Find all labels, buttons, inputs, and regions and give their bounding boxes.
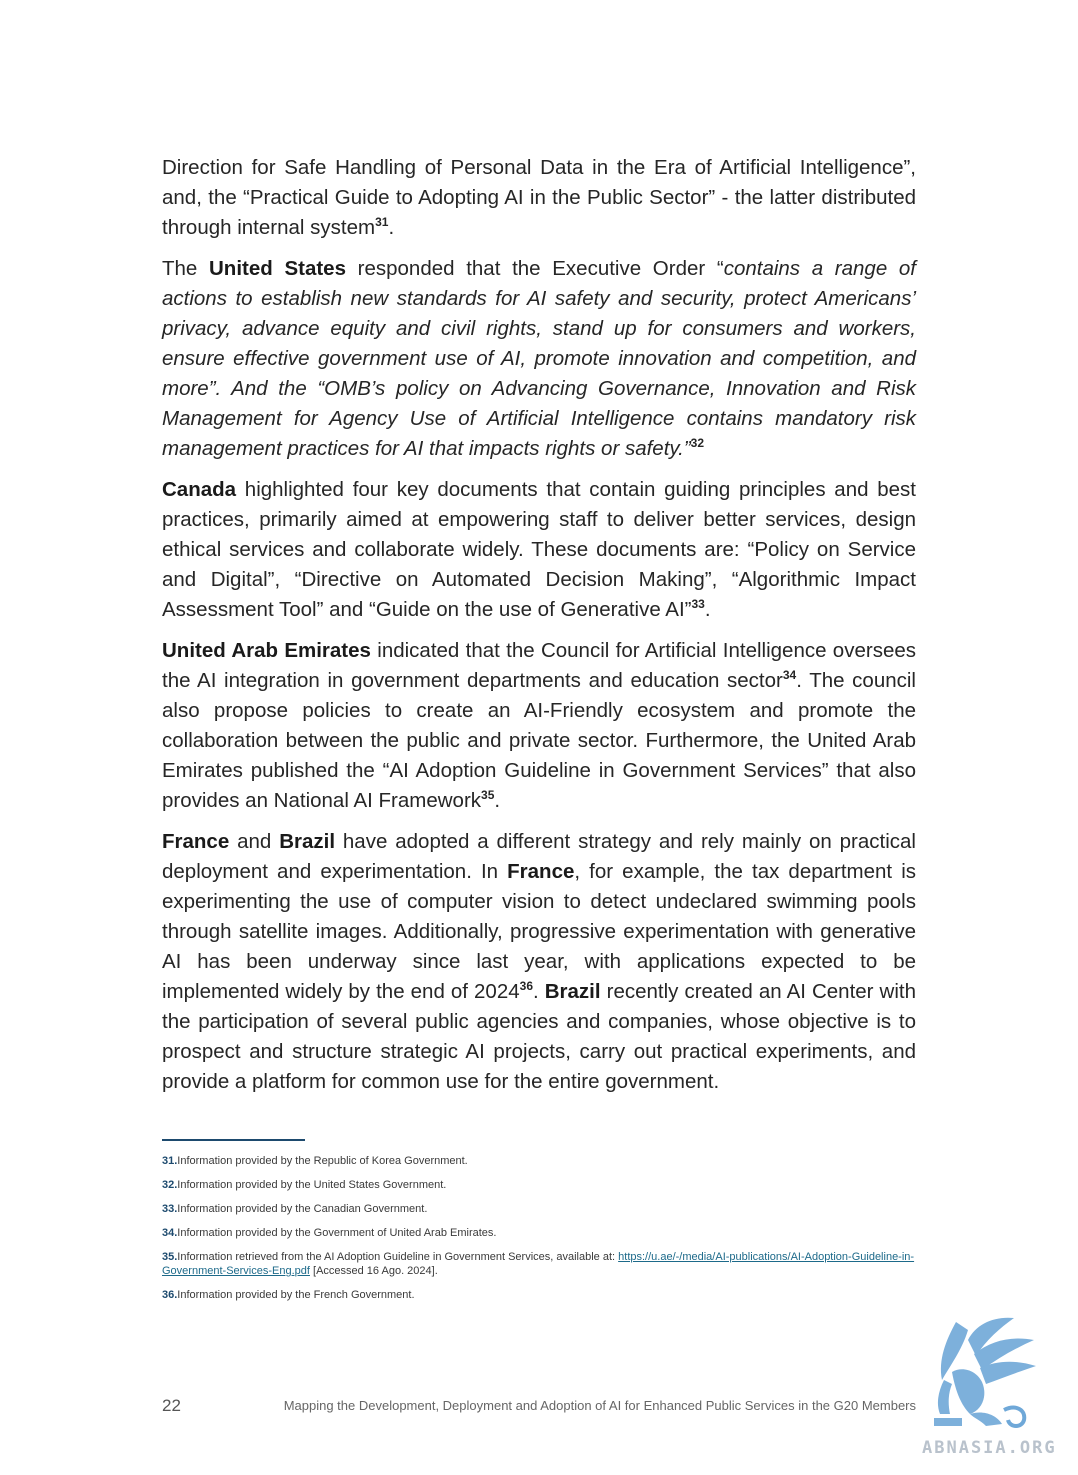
- footnotes: [162, 1154, 916, 1312]
- country-uae: United Arab Emirates: [162, 639, 371, 662]
- footnote-ref-32[interactable]: 32: [690, 436, 705, 451]
- footnote-33: 33.Information provided by the Canadian Government.: [162, 1203, 428, 1215]
- footnote-ref-34[interactable]: 34: [782, 668, 797, 683]
- footnote-36: 36.Information provided by the French Government.: [162, 1289, 415, 1301]
- footnote-34: 34.Information provided by the Government of United Arab Emirates.: [162, 1227, 497, 1239]
- footnote-35: 35.Information retrieved from the AI Adoption Guideline in Government Services, available at: https://u.ae/-/media/AI-publications/AI-Adoption-Guideline-in-Government-Services-Eng.pdf [Accessed 16 Ago. 2024].: [162, 1251, 915, 1277]
- footnote-ref-31[interactable]: 31: [375, 215, 389, 230]
- footnote-31: 31.Information provided by the Republic of Korea Government.: [162, 1155, 468, 1167]
- country-france: France: [162, 830, 230, 853]
- paragraph-united-states: The United States responded that the Executive Order “contains a range of actions to establish new standards for AI safety and security, protect Americans’ privacy, advance equity and civil rights, stand up for consumers and workers, ensure effective government use of AI, promote innovation and competition, and more”. And the “OMB’s policy on Advancing Governance, Innovation and Risk Management for Agency Use of Artificial Intelligence contains mandatory risk management practices for AI that impacts rights or safety.”$^{32}$: [162, 257, 917, 460]
- paragraph-korea: Direction for Safe Handling of Personal Data in the Era of Artificial Intelligence”, and, the “Practical Guide to Adopting AI in the Public Sector” - the latter distributed through internal system$^{31}$.: [162, 156, 916, 239]
- paragraph-france-brazil: France and Brazil have adopted a different strategy and rely mainly on practical deployment and experimentation. In France, for example, the tax department is experimenting the use of computer vision to detect undeclared swimming pools through satellite images. Additionally, progressive experimentation with generative AI has been underway since last year, with applications expected to be implemented widely by the end of 2024$^{36}$. Brazil recently created an AI Center with the participation of several public agencies and companies, whose objective is to prospect and structure strategic AI projects, carry out practical experiments, and provide a platform for common use for the entire government.: [162, 830, 917, 1093]
- body-text: [162, 153, 916, 1108]
- footnote-divider: [162, 1139, 305, 1141]
- footnote-32: 32.Information provided by the United States Government.: [162, 1179, 447, 1191]
- executive-order-quote: contains a range of actions to establish new standards for AI safety and security, protect Americans’ privacy, advance equity and civil rights, stand up for consumers and workers, ensure effective government use of AI, promote innovation and competition, and more”. And the “OMB’s policy on Advancing Governance, Innovation and Risk Management for Agency Use of Artificial Intelligence contains mandatory risk management practices for AI that impacts rights or safety.”: [162, 257, 917, 460]
- page-number: 22: [162, 1396, 181, 1415]
- watermark-text: ABNASIA.ORG: [922, 1438, 1057, 1458]
- footnote-ref-35[interactable]: 35: [481, 788, 495, 803]
- country-united-states: United States: [209, 257, 346, 280]
- running-title: Mapping the Development, Deployment and Adoption of AI for Enhanced Public Services in the G20 Members: [283, 1398, 916, 1413]
- country-brazil: Brazil: [279, 830, 336, 853]
- country-brazil-2: Brazil: [544, 980, 601, 1003]
- footnote-35-link[interactable]: https://u.ae/-/media/AI-publications/AI-Adoption-Guideline-in-Government-Services-Eng.pdf: [162, 1251, 915, 1277]
- paragraph-uae: United Arab Emirates indicated that the Council for Artificial Intelligence oversees the AI integration in government departments and education sector$^{34}$. The council also propose policies to create an AI-Friendly ecosystem and promote the collaboration between the public and private sector. Furthermore, the United Arab Emirates published the “AI Adoption Guideline in Government Services” that also provides an National AI Framework$^{35}$.: [162, 639, 916, 812]
- footnote-ref-33[interactable]: 33: [691, 597, 705, 612]
- country-france-2: France: [507, 860, 575, 883]
- paragraph-canada: Canada highlighted four key documents that contain guiding principles and best practices, primarily aimed at empowering staff to deliver better services, design ethical services and collaborate widely. These documents are: “Policy on Service and Digital”, “Directive on Automated Decision Making”, “Algorithmic Impact Assessment Tool” and “Guide on the use of Generative AI”$^{33}$.: [162, 478, 916, 621]
- country-canada: Canada: [162, 478, 237, 501]
- footnote-ref-36[interactable]: 36: [519, 979, 533, 994]
- winged-lion-icon: [916, 1310, 1042, 1440]
